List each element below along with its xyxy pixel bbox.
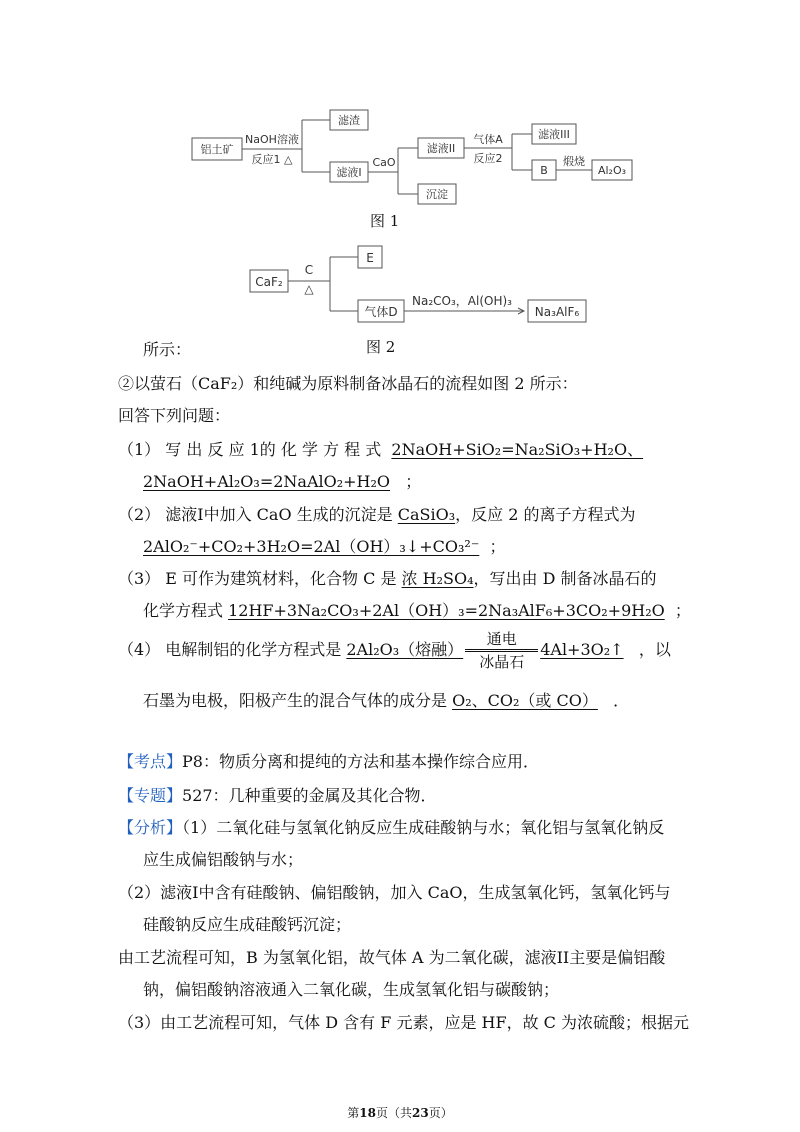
q1-answer1: 2NaOH+SiO₂=Na₂SiO₃+H₂O、 <box>391 440 644 459</box>
q2-line2 <box>143 537 505 557</box>
page-footer <box>0 1104 800 1121</box>
fenxi-line3: 由工艺流程可知，B 为氢氧化铝，故气体 A 为二氧化碳，滤液II主要是偏铝酸 <box>118 948 666 967</box>
text-al2o3: Al₂O₃ <box>597 164 627 177</box>
text-residue: 滤渣 <box>338 114 360 127</box>
zhuanti-tag: 【专题】 <box>118 786 183 805</box>
page-total: 23 <box>412 1106 429 1120</box>
figure1-flowchart <box>0 0 800 220</box>
q3-line2 <box>143 601 691 621</box>
label-reaction1: 反应1 △ <box>251 153 293 166</box>
fenxi-tag: 【分析】 <box>118 818 183 837</box>
zhuanti-text: 527：几种重要的金属及其化合物． <box>182 786 437 805</box>
text-filtrate3: 滤液III <box>538 128 570 141</box>
fenxi-line1b: 应生成偏铝酸钠与水； <box>143 850 304 869</box>
footer-suffix: 页） <box>428 1106 453 1120</box>
q4-prefix: （4） 电解制铝的化学方程式是 <box>118 640 342 659</box>
kaodian-tag: 【考点】 <box>118 752 183 771</box>
q1-end: ； <box>405 472 422 491</box>
text-filtrate2: 滤液II <box>426 142 456 155</box>
q2-end: ； <box>489 537 506 556</box>
footer-prefix: 第 <box>347 1106 360 1120</box>
q4-answer-right: 4Al+3O₂↑ <box>540 640 624 659</box>
label-gas-a: 气体A <box>473 133 503 146</box>
text-b: B <box>540 164 548 177</box>
figure2-caption: 图 2 <box>366 338 396 356</box>
text-filtrate1: 滤液I <box>336 166 362 179</box>
text-na3alf6: Na₃AlF₆ <box>534 305 580 319</box>
kaodian-text: P8：物质分离和提纯的方法和基本操作综合应用． <box>182 752 539 771</box>
q4-line2 <box>143 691 629 711</box>
fenxi-line2b: 硅酸钠反应生成硅酸钙沉淀； <box>143 915 352 934</box>
q4-line2-end: ． <box>613 691 630 710</box>
figure1-caption: 图 1 <box>370 212 400 230</box>
fenxi-line2: （2）滤液I中含有硅酸钠、偏铝酸钠，加入 CaO，生成氢氧化钙，氢氧化钙与 <box>118 883 671 902</box>
q4-end: ，以 <box>638 640 671 659</box>
fenxi-text1: （1）二氧化硅与氢氧化钠反应生成硅酸钠与水；氧化铝与氢氧化钠反 <box>182 818 665 837</box>
q4-answer-left: 2Al₂O₃（熔融） <box>346 640 464 659</box>
q3-prefix: （3） E 可作为建筑材料，化合物 C 是 <box>118 569 397 588</box>
q3-line2-prefix: 化学方程式 <box>143 601 224 620</box>
label-reagents: Na₂CO₃，Al(OH)₃ <box>412 294 512 308</box>
label-heat: △ <box>304 282 314 296</box>
text-precip: 沉淀 <box>426 188 448 201</box>
answer-prompt: 回答下列问题： <box>118 406 231 425</box>
q2-answer: CaSiO₃ <box>397 505 456 524</box>
q1-prefix: （1） 写 出 反 应 1的 化 学 方 程 式 <box>118 440 382 459</box>
q4-line1 <box>118 628 671 672</box>
fenxi-line4: （3）由工艺流程可知，气体 D 含有 F 元素，应是 HF，故 C 为浓硫酸；根据元 <box>118 1013 690 1032</box>
text-bauxite: 铝土矿 <box>200 143 234 156</box>
q4-cond-bottom: 冰晶石 <box>479 653 525 671</box>
page-number: 18 <box>359 1106 376 1120</box>
q3-end: ； <box>674 601 691 620</box>
q3-line1 <box>118 569 657 589</box>
figure2-flowchart <box>0 230 800 340</box>
label-calcine: 煅烧 <box>563 155 585 168</box>
q1-answer2: 2NaOH+Al₂O₃=2NaAlO₂+H₂O <box>143 472 391 491</box>
q4-line2-prefix: 石墨为电极，阳极产生的混合气体的成分是 <box>143 691 448 710</box>
q2-mid: ，反应 2 的离子方程式为 <box>455 505 636 524</box>
label-cao: CaO <box>372 156 396 169</box>
label-naoh: NaOH溶液 <box>245 133 299 146</box>
intro-paragraph: ②以萤石（CaF₂）和纯碱为原料制备冰晶石的流程如图 2 所示： <box>118 374 578 393</box>
kaodian-line <box>118 752 539 772</box>
q2-prefix: （2） 滤液I中加入 CaO 生成的沉淀是 <box>118 505 393 524</box>
fenxi-line3b: 钠，偏铝酸钠溶液通入二氧化碳，生成氢氧化铝与碳酸钠； <box>143 980 560 999</box>
q1-line1 <box>118 440 643 460</box>
text-gas-d: 气体D <box>364 305 398 319</box>
fenxi-line1 <box>118 818 664 838</box>
q2-line1 <box>118 505 636 525</box>
text-e: E <box>366 251 374 265</box>
q1-line2 <box>143 472 421 492</box>
q4-condition <box>465 629 538 672</box>
footer-mid: 页（共 <box>375 1106 412 1120</box>
q3-answer2: 12HF+3Na₂CO₃+2Al（OH）₃=2Na₃AlF₆+3CO₂+9H₂O <box>228 601 665 620</box>
q4-cond-top: 通电 <box>465 629 538 652</box>
label-reaction2: 反应2 <box>473 152 503 165</box>
q2-answer2: 2AlO₂⁻+CO₂+3H₂O=2Al（OH）₃↓+CO₃²⁻ <box>143 537 480 556</box>
q3-mid: ，写出由 D 制备冰晶石的 <box>473 569 657 588</box>
text-caf2: CaF₂ <box>255 275 283 289</box>
q4-answer2: O₂、CO₂（或 CO） <box>452 691 598 710</box>
shown-text: 所示： <box>143 340 192 359</box>
q3-answer: 浓 H₂SO₄ <box>401 569 474 588</box>
label-c: C <box>304 263 314 277</box>
zhuanti-line <box>118 786 437 806</box>
